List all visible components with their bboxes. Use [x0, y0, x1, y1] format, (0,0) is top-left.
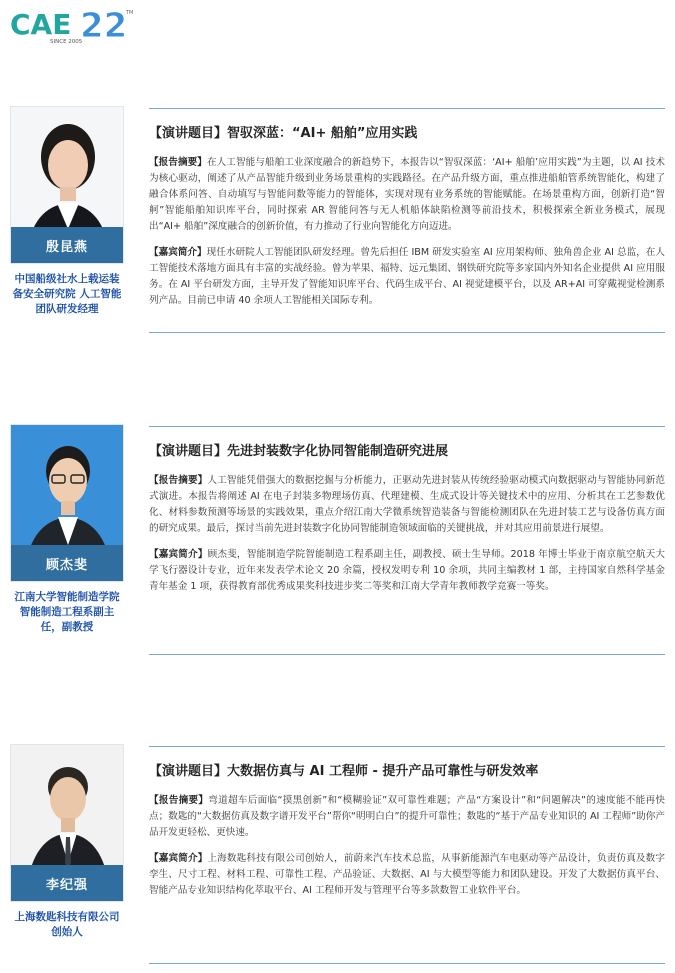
talk-title: 【演讲题目】智驭深蓝：“AI+ 船舶”应用实践 — [149, 126, 418, 141]
cae22-logo — [8, 6, 138, 44]
divider — [149, 108, 665, 109]
speaker-photo — [10, 106, 124, 264]
talk-abstract: 【报告摘要】人工智能凭借强大的数据挖掘与分析能力，正驱动先进封装从传统经验驱动模式向数据驱动与智能协同新范式演进。本报告将阐述 AI 在电子封装多物理场仿真、代理建模、生成式设计等关键技术中的应用、分析其在工艺参数优化、材料参数预测等场景的实践效果，重点介绍江南大学微系统智造装备与智能检测团队在先进封装工艺与设备仿真方面的研究成果。最后，探讨当前先进封装数字化协同智能制造领域面临的关键挑战，并对其应用前景进行展望。 — [149, 475, 666, 534]
divider — [149, 746, 665, 747]
divider — [149, 332, 665, 333]
logo-tm-text: TM — [126, 10, 134, 16]
speaker-photo — [10, 744, 124, 902]
speaker-affiliation: 上海数匙科技有限公司创始人 — [14, 911, 120, 938]
logo-cae-text: CAE — [10, 8, 72, 41]
divider — [149, 963, 665, 964]
talk-abstract: 【报告摘要】在人工智能与船舶工业深度融合的新趋势下，本报告以“智驭深蓝：‘AI+ 船舶’应用实践”为主题，以 AI 技术为核心驱动，阐述了从产品智能升级到业务场景重构的实践路径。在产品升级方面，重点推进船舶管系统智能化，构建了融合体系问答、自动填写与智能问数等能力的智能体，实现对现有业务系统的智能赋能。在场景重构方面，创新打造“智舸”智能船舶知识库平台，同时探索 AR 智能问答与无人机船体缺陷检测等前沿技术，积极探索全新业务模式，展现出“AI+ 船舶”深度融合的创新价值，有力推动了行业向智能化方向迈进。 — [149, 157, 666, 232]
logo-since-text: SINCE 2005 — [50, 39, 83, 44]
talk-section-2 — [149, 426, 665, 605]
speaker-card-1 — [10, 106, 124, 317]
speaker-affiliation: 江南大学智能制造学院智能制造工程系副主任，副教授 — [14, 591, 120, 633]
speaker-card-2 — [10, 424, 124, 635]
speaker-bio: 【嘉宾简介】上海数匙科技有限公司创始人，前蔚来汽车技术总监，从事新能源汽车电驱动等产品设计，负责仿真及数字孪生、尺寸工程、材料工程、可靠性工程、产品验证、大数据、AI 与大模型等能力和团队建设。开发了大数据仿真平台、智能产品专业知识结构化萃取平台、AI 工程师开发与管理平台等多款数智工业软件平台。 — [149, 853, 666, 896]
speaker-name: 顾杰斐 — [11, 545, 123, 581]
speaker-card-3 — [10, 744, 124, 940]
speaker-bio: 【嘉宾简介】顾杰斐，智能制造学院智能制造工程系副主任，副教授、硕士生导师。2018 年博士毕业于南京航空航天大学飞行器设计专业，近年来发表学术论文 20 余篇，授权发明专利 10 余项，共同主编教材 1 部，主持国家自然科学基金青年基金 1 项，获得教育部优秀成果奖科技进步奖二等奖和江南大学青年教师教学竞赛一等奖。 — [149, 549, 665, 592]
speaker-name: 殷昆燕 — [11, 227, 123, 263]
talk-section-3 — [149, 746, 665, 909]
divider — [149, 654, 665, 655]
speaker-photo — [10, 424, 124, 582]
talk-abstract: 【报告摘要】弯道超车后面临“摸黑创新”和“模糊验证”双可靠性难题；产品“方案设计”和“问题解决”的速度能不能再快点；数匙的“大数据仿真及数字谱开发平台”帮你“明明白白”的提升可靠性；数匙的“基于产品专业知识的 AI 工程师”助你产品开发更轻松、更快速。 — [149, 795, 665, 838]
talk-section-1 — [149, 108, 665, 319]
talk-title: 【演讲题目】大数据仿真与 AI 工程师 - 提升产品可靠性与研发效率 — [149, 764, 539, 779]
talk-title: 【演讲题目】先进封装数字化协同智能制造研究进展 — [149, 444, 449, 459]
logo-number-text: 22 — [80, 6, 128, 44]
speaker-name: 李纪强 — [11, 865, 123, 901]
speaker-affiliation: 中国船级社水上载运装备安全研究院 人工智能团队研发经理 — [12, 273, 122, 315]
divider — [149, 426, 665, 427]
speaker-bio: 【嘉宾简介】现任水研院人工智能团队研发经理。曾先后担任 IBM 研发实验室 AI 应用架构师、独角兽企业 AI 总监，在人工智能技术落地方面具有丰富的实战经验。曾为苹果、福特、远元集团、钢铁研究院等多家国内外知名企业提供 AI 应用服务。在 AI 平台研发方面，主导开发了智能知识库平台、代码生成平台、AI 视觉建模平台，以及 AR+AI 可穿戴视觉检测系列产品。目前已申请 40 余项人工智能相关国际专利。 — [149, 247, 666, 306]
